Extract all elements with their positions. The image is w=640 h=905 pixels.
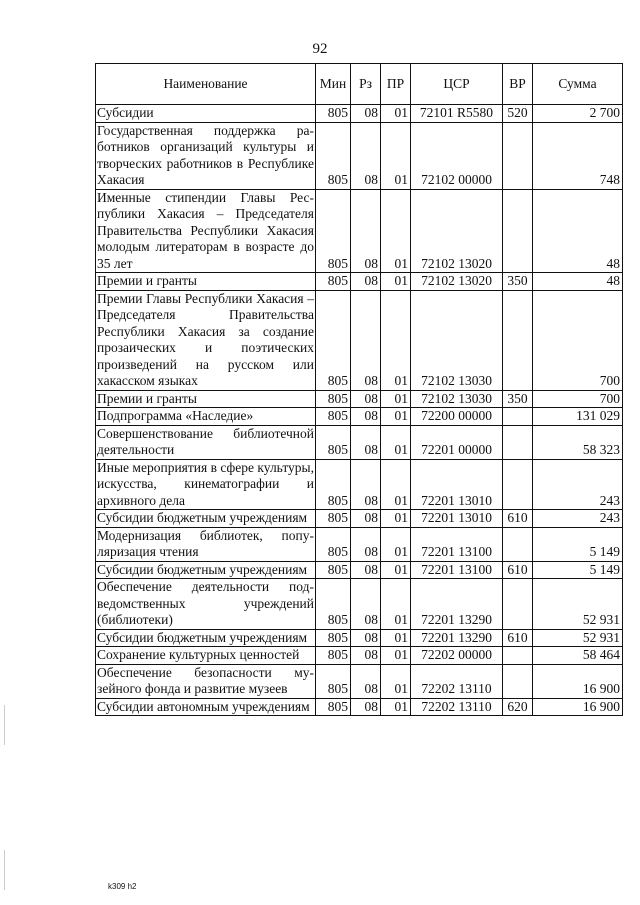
- cell-vr: 610: [503, 510, 533, 528]
- cell-rz: 08: [351, 408, 381, 426]
- table-row: [96, 189, 623, 273]
- cell-csr: 72201 13100: [411, 527, 503, 561]
- cell-vr: [503, 664, 533, 698]
- cell-name: Премии Главы Республики Хакасия – Председателя Правительства Республики Хакасия за создание прозаических и поэтических произведений на русском или хакасском языках: [97, 290, 314, 388]
- table-row: [96, 122, 623, 189]
- cell-name: Совершенствование библиотечной деятельности: [97, 425, 314, 457]
- cell-csr: 72200 00000: [411, 408, 503, 426]
- cell-rz: 08: [351, 561, 381, 579]
- cell-vr: 520: [503, 105, 533, 123]
- cell-csr: 72101 R5580: [411, 105, 503, 123]
- cell-min: 805: [316, 647, 351, 665]
- cell-pr: 01: [381, 425, 411, 459]
- cell-sum: 2 700: [533, 105, 623, 123]
- cell-sum: 700: [533, 390, 623, 408]
- cell-csr: 72102 13020: [411, 273, 503, 291]
- cell-min: 805: [316, 390, 351, 408]
- cell-min: 805: [316, 408, 351, 426]
- cell-csr: 72102 00000: [411, 122, 503, 189]
- cell-sum: 58 464: [533, 647, 623, 665]
- cell-rz: 08: [351, 122, 381, 189]
- cell-min: 805: [316, 510, 351, 528]
- cell-pr: 01: [381, 408, 411, 426]
- cell-pr: 01: [381, 579, 411, 630]
- cell-csr: 72102 13020: [411, 189, 503, 273]
- cell-rz: 08: [351, 579, 381, 630]
- cell-sum: 5 149: [533, 561, 623, 579]
- cell-vr: 610: [503, 629, 533, 647]
- cell-sum: 243: [533, 459, 623, 510]
- cell-sum: 16 900: [533, 664, 623, 698]
- cell-rz: 08: [351, 390, 381, 408]
- margin-mark: [4, 850, 5, 890]
- cell-name: Обеспечение деятельности подведомственных учреждений (библиотеки): [97, 579, 314, 627]
- cell-csr: 72201 13290: [411, 629, 503, 647]
- footer-code: k309 h2: [108, 882, 137, 891]
- budget-table: [95, 63, 623, 716]
- table-row: [96, 664, 623, 698]
- cell-vr: [503, 459, 533, 510]
- cell-vr: 620: [503, 698, 533, 716]
- cell-pr: 01: [381, 290, 411, 390]
- cell-sum: 48: [533, 273, 623, 291]
- cell-pr: 01: [381, 698, 411, 716]
- cell-pr: 01: [381, 273, 411, 291]
- cell-pr: 01: [381, 105, 411, 123]
- cell-name: Подпрограмма «Наследие»: [96, 408, 316, 426]
- table-row: [96, 698, 623, 716]
- cell-min: 805: [316, 122, 351, 189]
- cell-name: Субсидии бюджетным учреждениям: [96, 561, 316, 579]
- cell-rz: 08: [351, 189, 381, 273]
- table-row: [96, 425, 623, 459]
- header-row: [96, 64, 623, 105]
- cell-csr: 72201 13290: [411, 579, 503, 630]
- cell-pr: 01: [381, 510, 411, 528]
- cell-min: 805: [316, 425, 351, 459]
- table-row: [96, 290, 623, 390]
- cell-name: Иные мероприятия в сфере культуры, искусства, кинематографии и архивного дела: [97, 459, 314, 508]
- cell-name: Субсидии: [96, 105, 316, 123]
- cell-min: 805: [316, 273, 351, 291]
- cell-pr: 01: [381, 647, 411, 665]
- cell-pr: 01: [381, 629, 411, 647]
- header-min: Мин: [316, 64, 351, 105]
- cell-name: Премии и гранты: [96, 390, 316, 408]
- cell-name: Сохранение культурных ценностей: [96, 647, 316, 665]
- cell-rz: 08: [351, 647, 381, 665]
- cell-csr: 72202 00000: [411, 647, 503, 665]
- cell-sum: 700: [533, 290, 623, 390]
- cell-rz: 08: [351, 459, 381, 510]
- cell-vr: [503, 408, 533, 426]
- cell-csr: 72201 13010: [411, 459, 503, 510]
- table-row: [96, 561, 623, 579]
- cell-min: 805: [316, 459, 351, 510]
- cell-min: 805: [316, 290, 351, 390]
- cell-sum: 748: [533, 122, 623, 189]
- cell-min: 805: [316, 561, 351, 579]
- cell-rz: 08: [351, 698, 381, 716]
- cell-pr: 01: [381, 459, 411, 510]
- cell-min: 805: [316, 105, 351, 123]
- cell-pr: 01: [381, 664, 411, 698]
- cell-min: 805: [316, 579, 351, 630]
- cell-name: Обеспечение безопасности музейного фонда и развитие музеев: [97, 664, 314, 696]
- cell-rz: 08: [351, 664, 381, 698]
- cell-pr: 01: [381, 561, 411, 579]
- cell-csr: 72201 13010: [411, 510, 503, 528]
- cell-name: Субсидии автономным учреждениям: [96, 698, 316, 716]
- cell-sum: 16 900: [533, 698, 623, 716]
- cell-vr: [503, 647, 533, 665]
- header-csr: ЦСР: [411, 64, 503, 105]
- cell-pr: 01: [381, 390, 411, 408]
- cell-vr: [503, 290, 533, 390]
- cell-name: Государственная поддержка работников организаций культуры и творческих работников в Республике Хакасия: [97, 122, 314, 187]
- cell-vr: [503, 122, 533, 189]
- cell-name: Субсидии бюджетным учреждениям: [96, 629, 316, 647]
- header-name: Наименование: [96, 64, 316, 105]
- cell-min: 805: [316, 527, 351, 561]
- cell-pr: 01: [381, 527, 411, 561]
- cell-name: Субсидии бюджетным учреждениям: [96, 510, 316, 528]
- cell-rz: 08: [351, 629, 381, 647]
- cell-vr: [503, 579, 533, 630]
- table-row: [96, 390, 623, 408]
- table-row: [96, 105, 623, 123]
- cell-pr: 01: [381, 122, 411, 189]
- cell-csr: 72201 00000: [411, 425, 503, 459]
- cell-sum: 52 931: [533, 629, 623, 647]
- cell-sum: 243: [533, 510, 623, 528]
- page-number: 92: [312, 41, 328, 57]
- cell-min: 805: [316, 698, 351, 716]
- cell-rz: 08: [351, 273, 381, 291]
- cell-vr: [503, 189, 533, 273]
- header-vr: ВР: [503, 64, 533, 105]
- cell-sum: 48: [533, 189, 623, 273]
- cell-rz: 08: [351, 105, 381, 123]
- header-sum: Сумма: [533, 64, 623, 105]
- cell-vr: 350: [503, 273, 533, 291]
- cell-vr: 350: [503, 390, 533, 408]
- cell-rz: 08: [351, 425, 381, 459]
- cell-min: 805: [316, 664, 351, 698]
- cell-rz: 08: [351, 290, 381, 390]
- cell-sum: 52 931: [533, 579, 623, 630]
- cell-min: 805: [316, 189, 351, 273]
- cell-csr: 72102 13030: [411, 390, 503, 408]
- cell-sum: 131 029: [533, 408, 623, 426]
- cell-csr: 72202 13110: [411, 698, 503, 716]
- cell-name: Модернизация библиотек, популяризация чтения: [97, 527, 314, 559]
- table-row: [96, 510, 623, 528]
- table-row: [96, 527, 623, 561]
- cell-min: 805: [316, 629, 351, 647]
- cell-csr: 72201 13100: [411, 561, 503, 579]
- cell-rz: 08: [351, 510, 381, 528]
- table-row: [96, 647, 623, 665]
- cell-name: Именные стипендии Главы Республики Хакасия – Председателя Правительства Республики Хакасия молодым литераторам в возрасте до 35 лет: [97, 189, 314, 271]
- table-row: [96, 273, 623, 291]
- cell-vr: [503, 425, 533, 459]
- margin-mark: [4, 705, 5, 745]
- cell-vr: 610: [503, 561, 533, 579]
- cell-sum: 58 323: [533, 425, 623, 459]
- cell-csr: 72202 13110: [411, 664, 503, 698]
- cell-csr: 72102 13030: [411, 290, 503, 390]
- table-row: [96, 629, 623, 647]
- header-pr: ПР: [381, 64, 411, 105]
- table-row: [96, 579, 623, 630]
- table-row: [96, 459, 623, 510]
- cell-sum: 5 149: [533, 527, 623, 561]
- table-row: [96, 408, 623, 426]
- cell-pr: 01: [381, 189, 411, 273]
- cell-name: Премии и гранты: [96, 273, 316, 291]
- header-rz: Рз: [351, 64, 381, 105]
- cell-vr: [503, 527, 533, 561]
- cell-rz: 08: [351, 527, 381, 561]
